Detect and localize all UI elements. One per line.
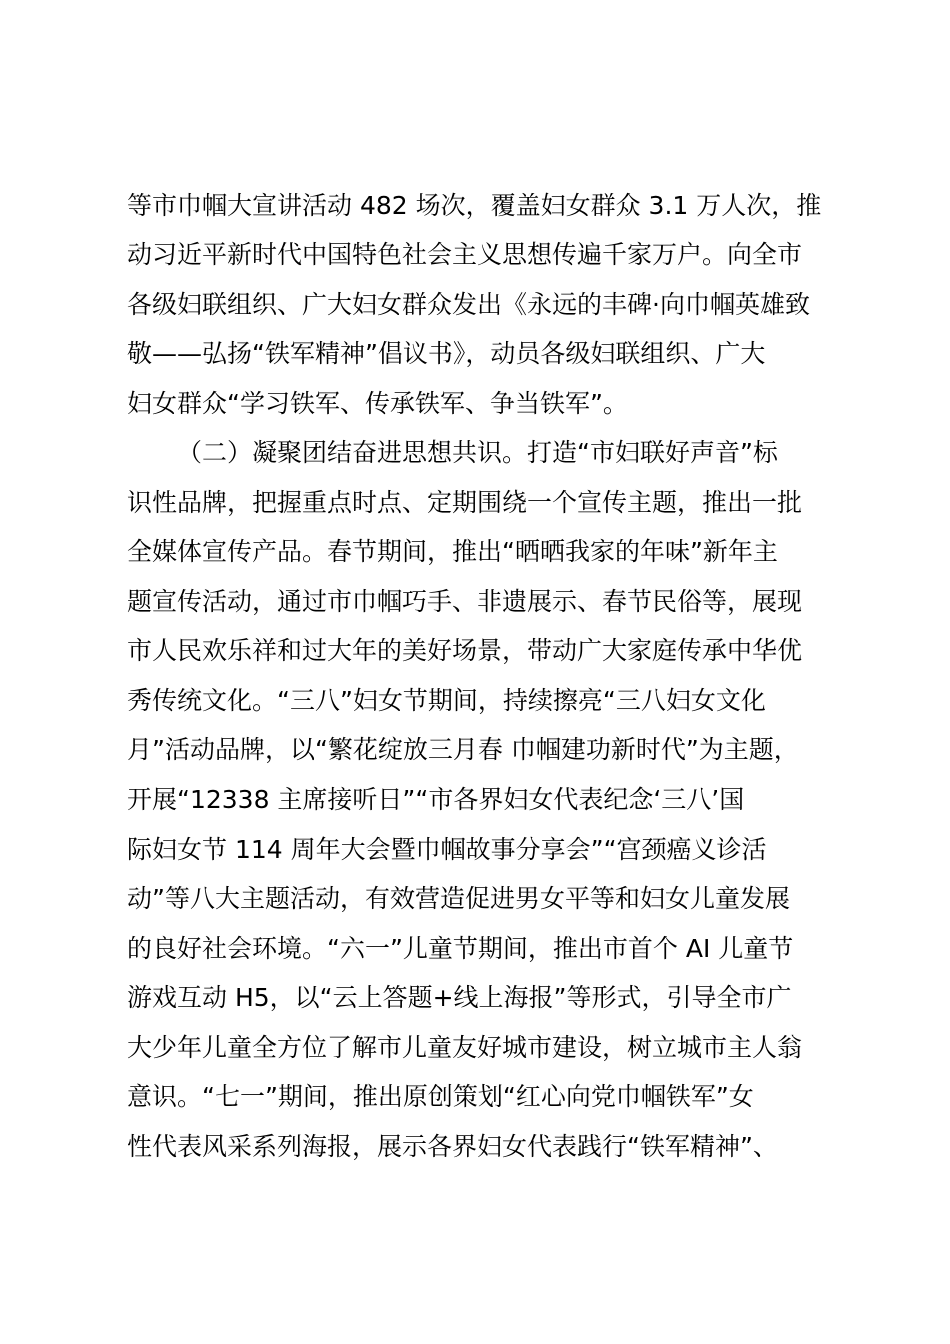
- text-line: 等市巾帼大宣讲活动 482 场次，覆盖妇女群众 3.1 万人次，推: [127, 191, 822, 220]
- text-line: 题宣传活动，通过市巾帼巧手、非遗展示、春节民俗等，展现: [127, 587, 803, 616]
- text-line: 动”等八大主题活动，有效营造促进男女平等和妇女儿童发展: [127, 884, 790, 913]
- text-line: 的良好社会环境。“六一”儿童节期间，推出市首个 AI 儿童节: [127, 934, 794, 963]
- text-line: 市人民欢乐祥和过大年的美好场景，带动广大家庭传承中华优: [127, 636, 803, 665]
- text-line: 敬——弘扬“铁军精神”倡议书》，动员各级妇联组织、广大: [127, 339, 766, 368]
- text-line: 开展“12338 主席接听日”“市各界妇女代表纪念‘三八’国: [127, 785, 745, 814]
- text-line: （二）凝聚团结奋进思想共识。打造“市妇联好声音”标: [177, 438, 778, 467]
- text-line: 意识。“七一”期间，推出原创策划“红心向党巾帼铁军”女: [127, 1082, 754, 1111]
- text-line: 妇女群众“学习铁军、传承铁军、争当铁军”。: [127, 389, 628, 418]
- text-line: 秀传统文化。“三八”妇女节期间，持续擦亮“三八妇女文化: [127, 686, 766, 715]
- text-line: 际妇女节 114 周年大会暨巾帼故事分享会”“宫颈癌义诊活: [127, 835, 767, 864]
- text-line: 性代表风采系列海报，展示各界妇女代表践行“铁军精神”、: [127, 1132, 778, 1161]
- text-line: 识性品牌，把握重点时点、定期围绕一个宣传主题，推出一批: [127, 488, 803, 517]
- text-line: 月”活动品牌，以“繁花绽放三月春 巾帼建功新时代”为主题，: [127, 735, 799, 764]
- text-line: 动习近平新时代中国特色社会主义思想传遍千家万户。向全市: [127, 240, 803, 269]
- text-line: 全媒体宣传产品。春节期间，推出“晒晒我家的年味”新年主: [127, 537, 778, 566]
- text-line: 大少年儿童全方位了解市儿童友好城市建设，树立城市主人翁: [127, 1033, 803, 1062]
- text-line: 游戏互动 H5，以“云上答题+线上海报”等形式，引导全市广: [127, 983, 792, 1012]
- text-line: 各级妇联组织、广大妇女群众发出《永远的丰碑·向巾帼英雄致: [127, 290, 810, 319]
